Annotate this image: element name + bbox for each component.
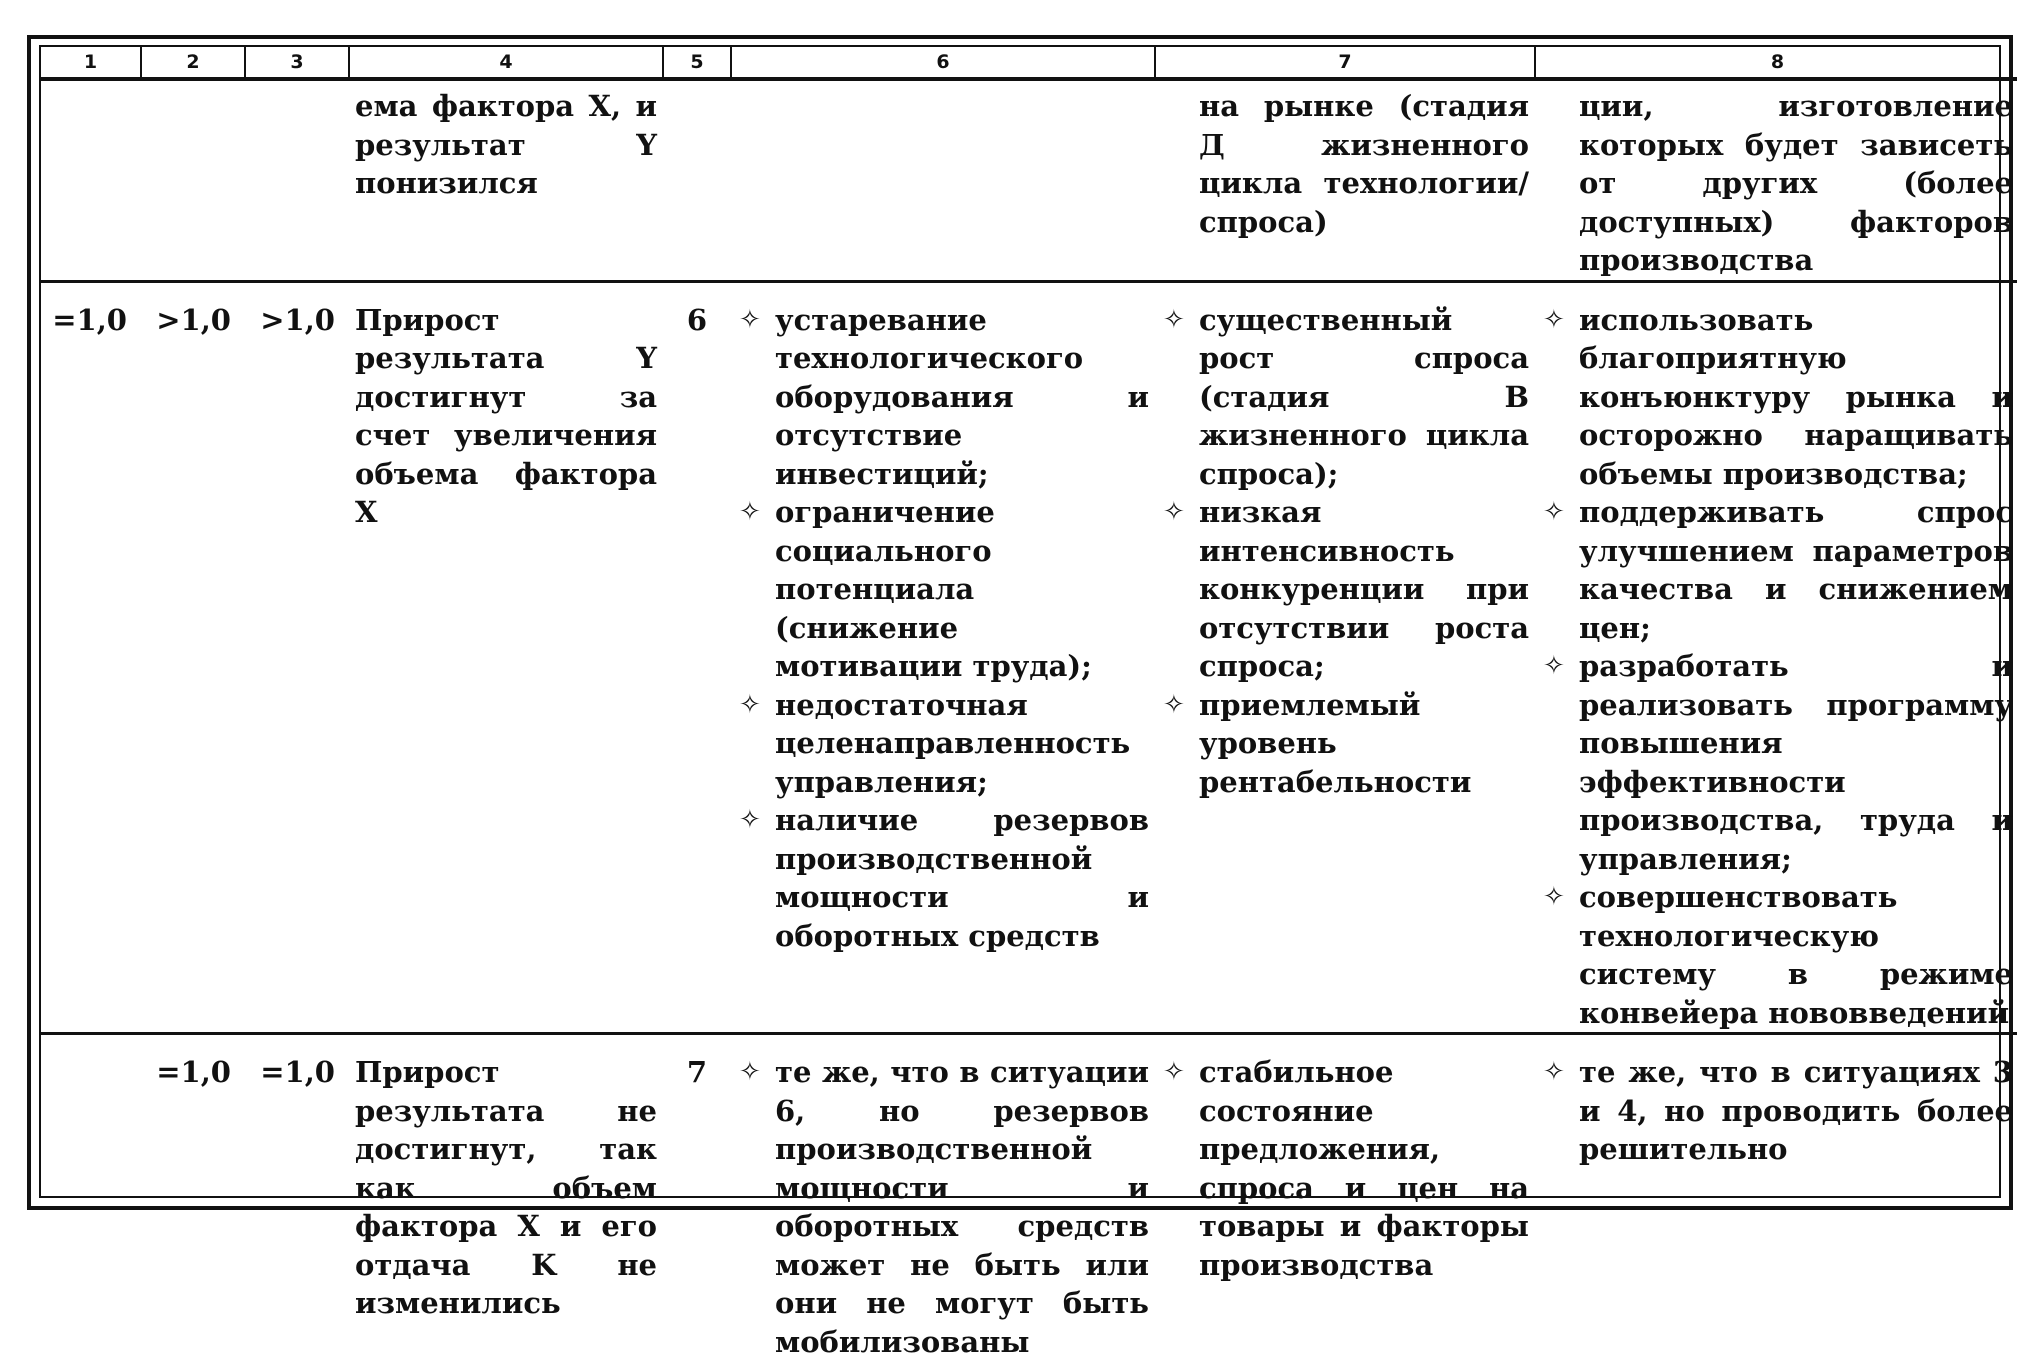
cell-col-5: 6 bbox=[663, 281, 731, 1034]
table-row bbox=[41, 79, 2017, 281]
header-col-2: 2 bbox=[141, 47, 245, 79]
cell-text: ции, изготовление которых будет зависеть от других (более доступных) факторов производства bbox=[1541, 87, 2013, 280]
table-inner-frame bbox=[39, 45, 2001, 1198]
table-row bbox=[41, 281, 2017, 1034]
header-col-5: 5 bbox=[663, 47, 731, 79]
list-item: ✧ использовать благоприятную конъюнктуру рынка и осторожно наращивать объемы производства; bbox=[1541, 301, 2013, 494]
cell-col-5 bbox=[663, 79, 731, 281]
list-item: ✧ стабильное состояние предложения, спроса и цен на товары и факторы производства bbox=[1161, 1053, 1529, 1284]
list-item: ✧ низкая интенсивность конкуренции при отсутствии роста спроса; bbox=[1161, 493, 1529, 686]
cell-col-8 bbox=[1535, 1034, 2017, 1361]
list-item: ✧ приемлемый уровень рентабельности bbox=[1161, 686, 1529, 802]
header-col-4: 4 bbox=[349, 47, 663, 79]
header-col-1: 1 bbox=[41, 47, 141, 79]
cell-col-4: Прирост результата не достигнут, так как объем фактора X и его отдача K не изменились bbox=[349, 1034, 663, 1361]
list-item: ✧ те же, что в ситуациях 3 и 4, но проводить более решительно bbox=[1541, 1053, 2013, 1169]
cell-col-7 bbox=[1155, 79, 1535, 281]
cell-col-2 bbox=[141, 79, 245, 281]
cell-col-4: Прирост результата Y достигнут за счет увеличения объема фактора X bbox=[349, 281, 663, 1034]
list-item: ✧ поддерживать спрос улучшением параметров качества и снижением цен; bbox=[1541, 493, 2013, 647]
cell-col-8 bbox=[1535, 281, 2017, 1034]
cell-col-4: ема фактора X, и результат Y понизился bbox=[349, 79, 663, 281]
cell-col-7 bbox=[1155, 1034, 1535, 1361]
table-row bbox=[41, 1034, 2017, 1361]
cell-col-1 bbox=[41, 1034, 141, 1361]
cell-col-6 bbox=[731, 79, 1155, 281]
header-col-8: 8 bbox=[1535, 47, 2017, 79]
cell-col-2: =1,0 bbox=[141, 1034, 245, 1361]
cell-col-1 bbox=[41, 79, 141, 281]
list-item: ✧ устаревание технологического оборудования и отсутствие инвестиций; bbox=[737, 301, 1149, 494]
list-item: ✧ ограничение социального потенциала (снижение мотивации труда); bbox=[737, 493, 1149, 686]
cell-col-3: =1,0 bbox=[245, 1034, 349, 1361]
cell-col-5: 7 bbox=[663, 1034, 731, 1361]
cell-col-6 bbox=[731, 1034, 1155, 1361]
cell-col-8 bbox=[1535, 79, 2017, 281]
cell-col-7 bbox=[1155, 281, 1535, 1034]
cell-col-1: =1,0 bbox=[41, 281, 141, 1034]
list-item: ✧ совершенствовать технологическую систему в режиме конвейера нововведений bbox=[1541, 878, 2013, 1032]
list-item: ✧ те же, что в ситуации 6, но резервов производственной мощности и оборотных средств может не быть или они не могут быть мобилизованы bbox=[737, 1053, 1149, 1361]
list-item: ✧ недостаточная целенаправленность управления; bbox=[737, 686, 1149, 802]
cell-col-6 bbox=[731, 281, 1155, 1034]
situations-table bbox=[41, 47, 2017, 1361]
header-col-7: 7 bbox=[1155, 47, 1535, 79]
header-col-6: 6 bbox=[731, 47, 1155, 79]
header-col-3: 3 bbox=[245, 47, 349, 79]
header-row bbox=[41, 47, 2017, 79]
list-item: ✧ существенный рост спроса (стадия В жизненного цикла спроса); bbox=[1161, 301, 1529, 494]
cell-text: на рынке (стадия Д жизненного цикла технологии/спроса) bbox=[1161, 87, 1529, 241]
cell-col-2: >1,0 bbox=[141, 281, 245, 1034]
list-item: ✧ разработать и реализовать программу повышения эффективности производства, труда и управления; bbox=[1541, 647, 2013, 878]
cell-col-3: >1,0 bbox=[245, 281, 349, 1034]
cell-col-3 bbox=[245, 79, 349, 281]
table-outer-frame bbox=[27, 35, 2013, 1210]
list-item: ✧ наличие резервов производственной мощности и оборотных средств bbox=[737, 801, 1149, 955]
